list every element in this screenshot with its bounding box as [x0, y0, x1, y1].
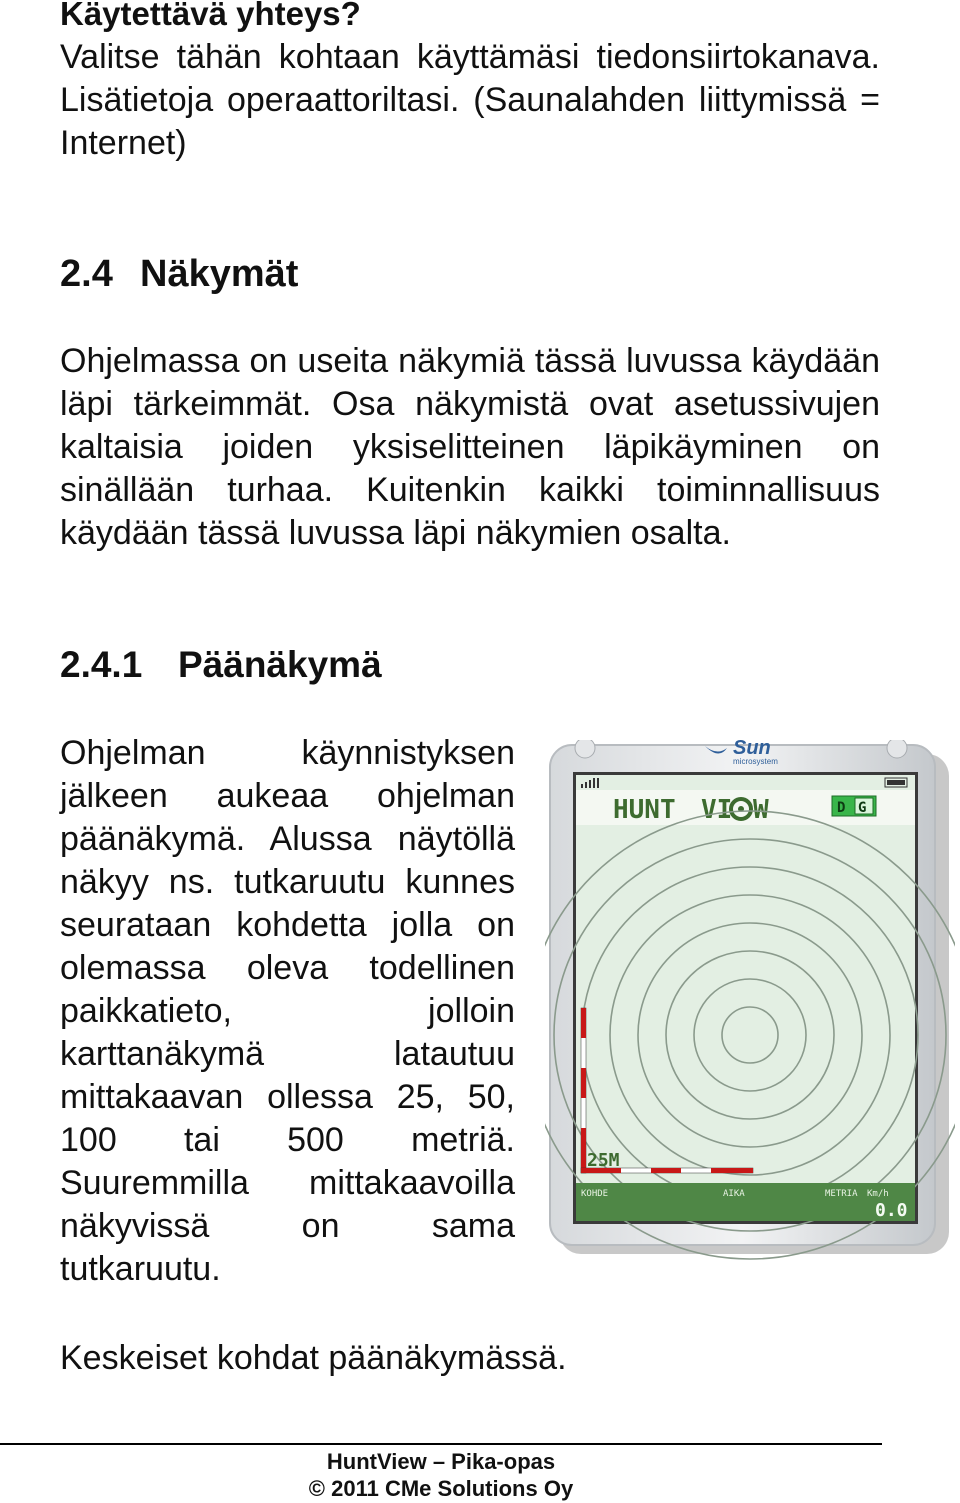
status-kohde: KOHDE — [581, 1189, 609, 1199]
phone-button-left — [575, 740, 595, 758]
footer-copyright: © 2011 CMe Solutions Oy — [308, 1476, 574, 1501]
page-footer — [0, 1448, 882, 1502]
footer-title: HuntView – Pika-opas — [326, 1449, 556, 1474]
section-heading-2-4 — [60, 250, 298, 298]
badge-d: D — [837, 800, 846, 816]
figure-caption: Keskeiset kohdat päänäkymässä. — [60, 1339, 567, 1377]
badge-g: G — [858, 800, 867, 816]
footer-rule — [0, 1443, 882, 1445]
section-number: 2.4 — [60, 253, 113, 295]
status-kmh: Km/h — [867, 1189, 889, 1199]
app-logo-w: W — [753, 795, 769, 825]
scale-label: 25M — [587, 1150, 620, 1171]
views-paragraph: Ohjelmassa on useita näkymiä tässä luvussa käydään läpi tärkeimmät. Osa näkymistä ovat asetussivujen kaltaisia joiden yksiselitteinen läpikäyminen on sinällään turhaa. Kuitenkin kaikki toiminnallisuus käydään tässä luvussa läpi näkymien osalta. — [60, 342, 880, 552]
section-heading-2-4-1 — [60, 642, 382, 688]
phone-button-right — [887, 740, 907, 758]
app-logo-hunt: HUNT — [613, 795, 676, 825]
status-metria: METRIA — [825, 1189, 858, 1199]
speed-value: 0.0 — [875, 1200, 908, 1221]
brand-name: Sun — [733, 740, 771, 759]
phone-screenshot — [545, 740, 955, 1260]
connection-question: Käytettävä yhteys? — [60, 0, 361, 32]
connection-paragraph: Valitse tähän kohtaan käyttämäsi tiedonsiirtokanava. Lisätietoja operaattoriltasi. (Saunalahden liittymissä = Internet) — [60, 38, 880, 162]
brand-sub: microsystem — [733, 757, 778, 766]
app-logo-vi: VI — [701, 795, 733, 825]
main-view-paragraph: Ohjelman käynnistyksen jälkeen aukeaa ohjelman päänäkymä. Alussa näytöllä näkyy ns. tutkaruutu kunnes seurataan kohdetta jolla on olemassa oleva todellinen paikkatieto, jolloin karttanäkymä latautuu mittakaavan ollessa 25, 50, 100 tai 500 metriä. Suuremmilla mittakaavoilla näkyvissä on sama tutkaruutu. — [60, 734, 515, 1288]
status-bar — [576, 1183, 915, 1221]
subsection-title: Päänäkymä — [178, 644, 382, 685]
status-aika: AIKA — [723, 1189, 745, 1199]
subsection-number: 2.4.1 — [60, 644, 143, 685]
section-title: Näkymät — [140, 253, 299, 295]
